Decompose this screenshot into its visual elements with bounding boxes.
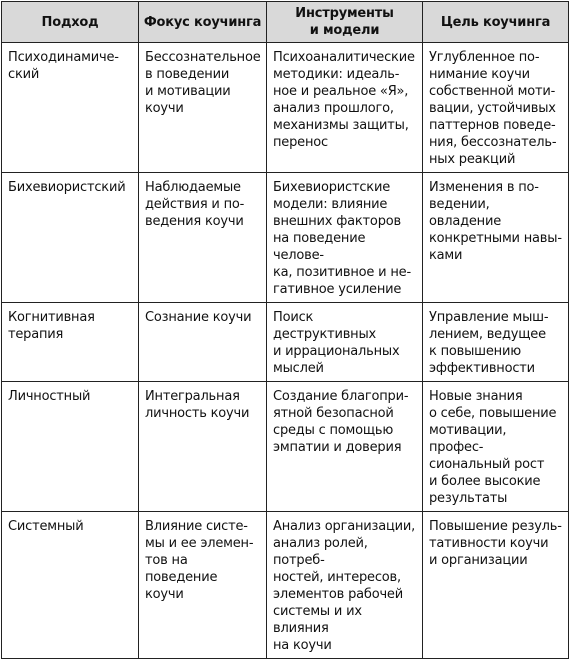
- cell-approach: Бихевиористский: [2, 173, 139, 303]
- table-row: [2, 303, 569, 382]
- cell-tools: Бихевиористские модели: влияние внешних факторов на поведение челове- ка, позитивное и не- гативное усиление: [267, 173, 423, 303]
- table-header: [2, 2, 569, 43]
- cell-goal: Новые знания о себе, повышение мотивации, профес- сиональный рост и более высокие результаты: [423, 382, 569, 512]
- table-row: [2, 382, 569, 512]
- cell-goal: Управление мыш- лением, ведущее к повышению эффективности: [423, 303, 569, 382]
- cell-tools: Психоаналитические методики: идеаль- ное и реальное «Я», анализ прошлого, механизмы защиты, перенос: [267, 43, 423, 173]
- cell-tools: Анализ организации, анализ ролей, потреб- ностей, интересов, элементов рабочей системы и их влияния на коучи: [267, 512, 423, 659]
- header-tools: Инструменты и модели: [267, 2, 423, 43]
- cell-focus: Наблюдаемые действия и по- ведения коучи: [139, 173, 267, 303]
- cell-goal: Углубленное по- нимание коучи собственной моти- вации, устойчивых паттернов поведе- ния, бессознатель- ных реакций: [423, 43, 569, 173]
- cell-tools: Поиск деструктивных и иррациональных мыслей: [267, 303, 423, 382]
- cell-goal: Повышение резуль- тативности коучи и организации: [423, 512, 569, 659]
- cell-tools: Создание благопри- ятной безопасной среды с помощью эмпатии и доверия: [267, 382, 423, 512]
- header-row: [2, 2, 569, 43]
- coaching-approaches-table: [1, 1, 569, 659]
- cell-focus: Интегральная личность коучи: [139, 382, 267, 512]
- cell-focus: Сознание коучи: [139, 303, 267, 382]
- table-row: [2, 43, 569, 173]
- table-body: [2, 43, 569, 659]
- cell-approach: Системный: [2, 512, 139, 659]
- table-row: [2, 512, 569, 659]
- header-approach: Подход: [2, 2, 139, 43]
- cell-focus: Влияние систе- мы и ее элемен- тов на поведение коучи: [139, 512, 267, 659]
- cell-focus: Бессознательное в поведении и мотивации коучи: [139, 43, 267, 173]
- header-focus: Фокус коучинга: [139, 2, 267, 43]
- header-goal: Цель коучинга: [423, 2, 569, 43]
- cell-approach: Психодинамиче- ский: [2, 43, 139, 173]
- table-row: [2, 173, 569, 303]
- cell-approach: Когнитивная терапия: [2, 303, 139, 382]
- cell-goal: Изменения в по- ведении, овладение конкретными навы- ками: [423, 173, 569, 303]
- cell-approach: Личностный: [2, 382, 139, 512]
